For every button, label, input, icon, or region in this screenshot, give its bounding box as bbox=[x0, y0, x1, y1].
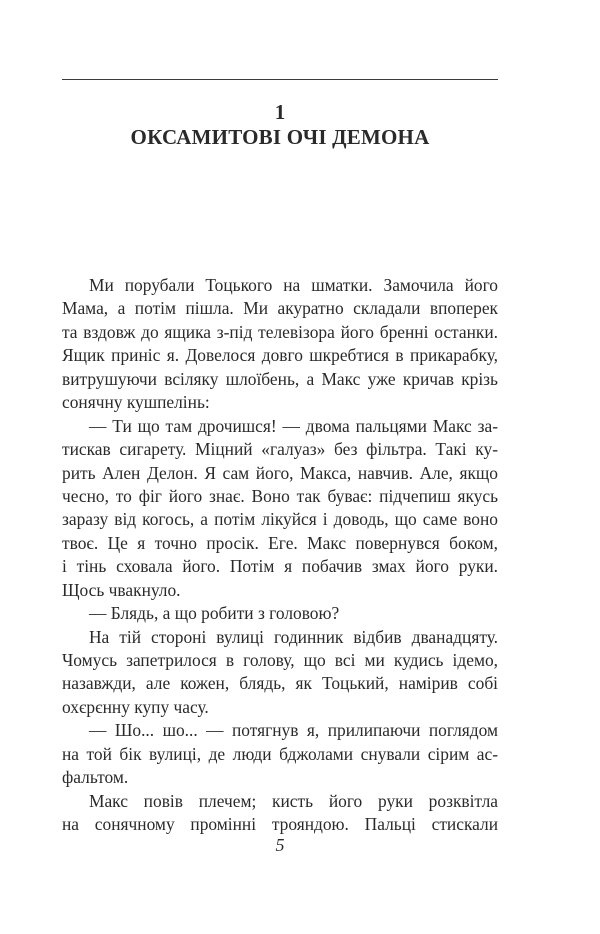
header-rule bbox=[62, 79, 498, 80]
text-line: — Шо... шо... — потягнув я, прилипаючи поглядом bbox=[89, 720, 498, 741]
text-line: Мама, а потім пішла. Ми акуратно складали впоперек bbox=[62, 298, 498, 319]
text-line: на сонячному промінні трояндою. Пальці стискали bbox=[62, 814, 498, 835]
text-line: — Ти що там дрочишся! — двома пальцями Макс за- bbox=[89, 415, 498, 436]
text-line: сонячну кушпелінь: bbox=[62, 392, 210, 413]
text-line: Макс повів плечем; кисть його руки розквітла bbox=[89, 790, 498, 811]
text-line: тискав сигарету. Міцний «галуаз» без фільтра. Такі ку- bbox=[62, 439, 498, 460]
text-line: заразу від когось, а потім лікуйся і доводь, що саме воно bbox=[62, 509, 498, 530]
chapter-title: ОКСАМИТОВІ ОЧІ ДЕМОНА bbox=[130, 125, 430, 149]
text-line: охєрєнну купу часу. bbox=[62, 696, 209, 717]
text-line: На тій стороні вулиці годинник відбив дванадцяту. bbox=[89, 626, 498, 647]
text-line: — Блядь, а що робити з головою? bbox=[89, 603, 340, 624]
text-line: і тінь сховала його. Потім я побачив змах його руки. bbox=[62, 556, 498, 577]
text-line: Ми порубали Тоцького на шматки. Замочила його bbox=[89, 275, 498, 295]
text-line: твоє. Це я точно просік. Еге. Макс повернувся боком, bbox=[62, 532, 498, 553]
text-line: на той бік вулиці, де люди бджолами снували сірим ас- bbox=[62, 743, 498, 764]
text-line: фальтом. bbox=[62, 767, 129, 788]
text-line: назавжди, але кожен, блядь, як Тоцький, намірив собі bbox=[62, 673, 498, 694]
text-line: Щось чвакнуло. bbox=[62, 579, 181, 600]
text-line: Ящик приніс я. Довелося довго шкребтися в прикарабку, bbox=[62, 345, 498, 366]
text-line: Чомусь запетрилося в голову, що всі ми кудись ідемо, bbox=[62, 650, 498, 670]
text-line: витрушуючи всіляку шлоїбень, а Макс уже кричав крізь bbox=[62, 368, 498, 389]
body-text bbox=[62, 274, 498, 837]
page-number: 5 bbox=[275, 835, 285, 855]
chapter-number: 1 bbox=[274, 100, 286, 124]
text-line: рить Ален Делон. Я сам його, Макса, навчив. Але, якщо bbox=[62, 462, 498, 483]
text-line: та вздовж до ящика з-під телевізора його бренні останки. bbox=[62, 321, 498, 342]
text-line: чесно, то фіг його знає. Воно так буває: підчепиш якусь bbox=[62, 485, 498, 506]
